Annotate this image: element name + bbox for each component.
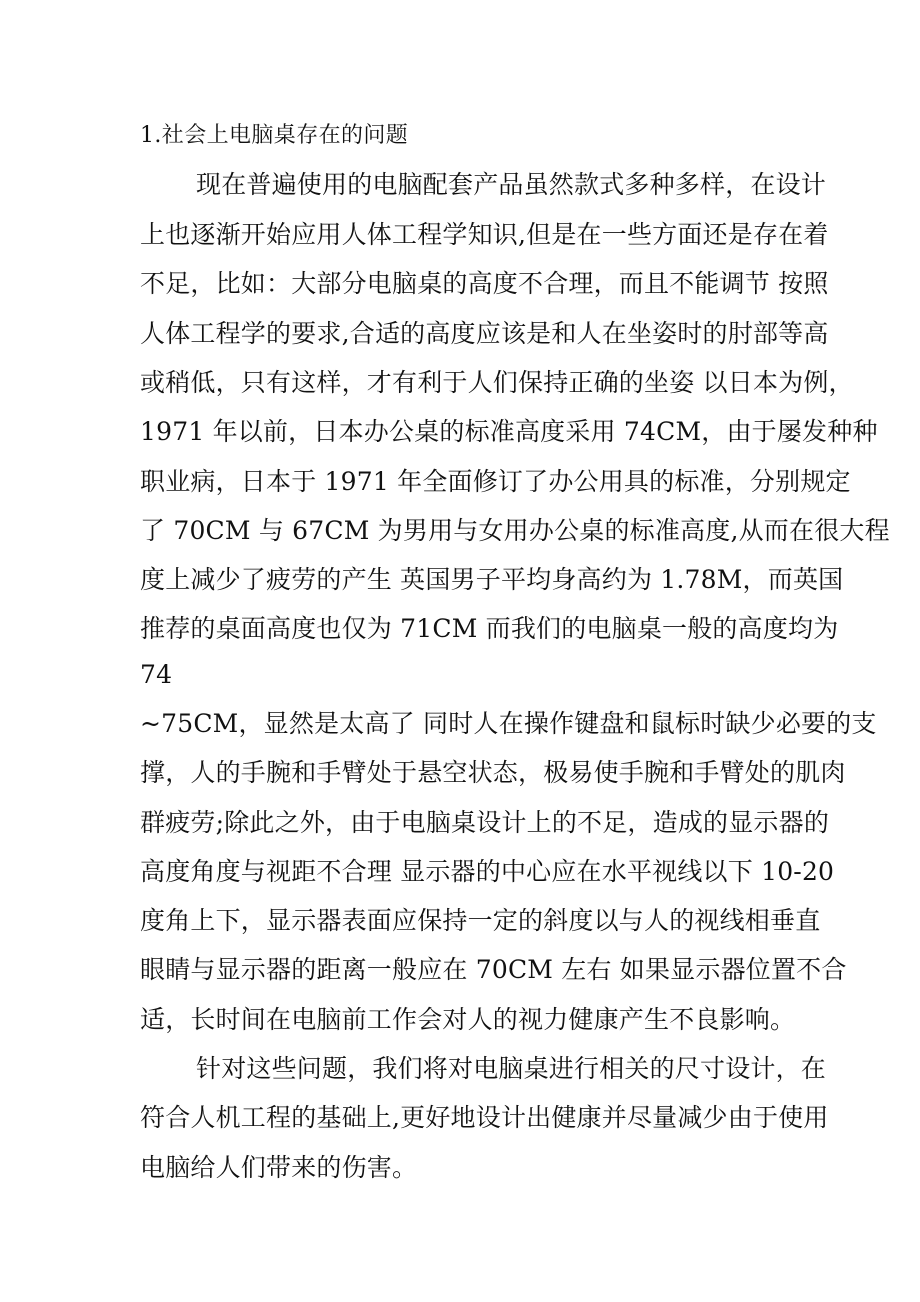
text-line: 人体工程学的要求,合适的高度应该是和人在坐姿时的肘部等高 xyxy=(140,319,829,348)
text-line: 符合人机工程的基础上,更好地设计出健康并尽量减少由于使用 xyxy=(140,1103,829,1132)
text-line: 或稍低，只有这样，才有利于人们保持正确的坐姿 以日本为例， xyxy=(140,368,854,397)
text-line: 度上减少了疲劳的产生 英国男子平均身高约为 1.78M，而英国 xyxy=(140,565,844,594)
text-line: 推荐的桌面高度也仅为 71CM 而我们的电脑桌一般的高度均为 xyxy=(140,614,839,643)
text-line: 眼睛与显示器的距离一般应在 70CM 左右 如果显示器位置不合 xyxy=(140,955,847,984)
text-line: 现在普遍使用的电脑配套产品虽然款式多种多样，在设计 xyxy=(196,170,827,199)
text-line: 撑，人的手腕和手臂处于悬空状态，极易使手腕和手臂处的肌肉 xyxy=(140,758,846,787)
text-line: ~75CM，显然是太高了 同时人在操作键盘和鼠标时缺少必要的支 xyxy=(140,709,877,738)
text-line: 针对这些问题，我们将对电脑桌进行相关的尺寸设计，在 xyxy=(196,1054,827,1083)
text-line: 74 xyxy=(140,660,173,689)
text-line: 了 70CM 与 67CM 为男用与女用办公桌的标准高度,从而在很大程 xyxy=(140,516,890,545)
text-line: 上也逐渐开始应用人体工程学知识,但是在一些方面还是存在着 xyxy=(140,220,829,249)
section-heading: 1.社会上电脑桌存在的问题 xyxy=(140,123,409,148)
text-line: 职业病，日本于 1971 年全面修订了办公用具的标准，分别规定 xyxy=(140,467,851,496)
text-line: 高度角度与视距不合理 显示器的中心应在水平视线以下 10-20 xyxy=(140,857,835,886)
text-line: 电脑给人们带来的伤害。 xyxy=(140,1153,418,1182)
text-line: 1971 年以前，日本办公桌的标准高度采用 74CM，由于屡发种种 xyxy=(140,417,878,446)
text-line: 群疲劳;除此之外，由于电脑桌设计上的不足，造成的显示器的 xyxy=(140,808,830,837)
text-line: 适，长时间在电脑前工作会对人的视力健康产生不良影响。 xyxy=(140,1005,796,1034)
text-line: 不足，比如：大部分电脑桌的高度不合理，而且不能调节 按照 xyxy=(140,269,829,298)
text-line: 度角上下，显示器表面应保持一定的斜度以与人的视线相垂直 xyxy=(140,906,821,935)
